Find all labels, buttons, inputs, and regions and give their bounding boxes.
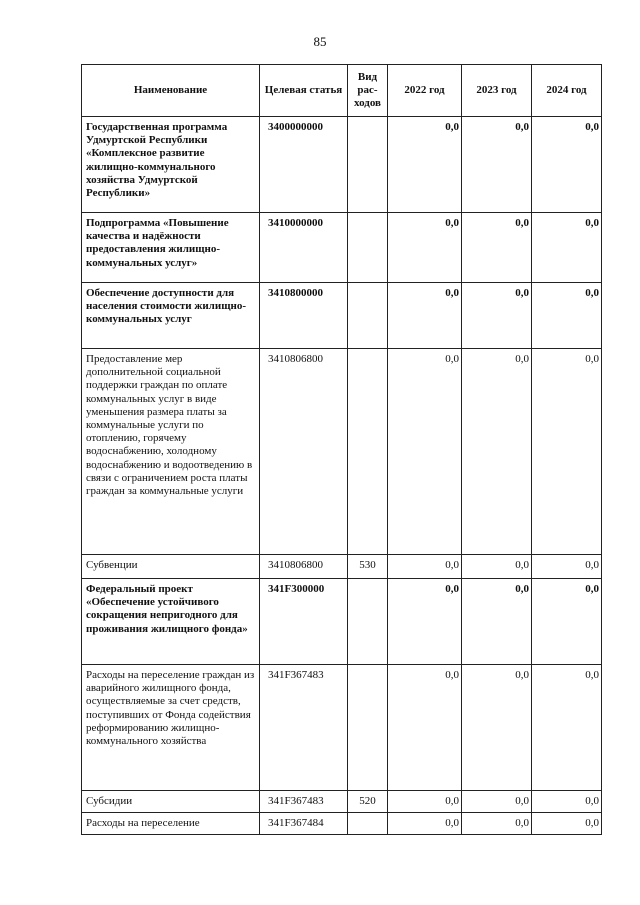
header-2023: 2023 год: [462, 65, 532, 117]
row-value-2022: 0,0: [388, 579, 462, 665]
row-expense-type: [348, 813, 388, 835]
row-value-2023: 0,0: [462, 283, 532, 349]
row-value-2024: 0,0: [532, 555, 602, 579]
row-expense-type: [348, 349, 388, 555]
row-name: Федеральный проект «Обеспечение устойчивого сокращения непригодного для проживания жилищного фонда»: [82, 579, 260, 665]
row-value-2022: 0,0: [388, 349, 462, 555]
table-row: [82, 283, 602, 349]
header-2022: 2022 год: [388, 65, 462, 117]
row-value-2023: 0,0: [462, 791, 532, 813]
budget-table: [81, 64, 602, 835]
row-value-2024: 0,0: [532, 579, 602, 665]
row-name: Субвенции: [82, 555, 260, 579]
row-name: Подпрограмма «Повышение качества и надёжности предоставления жилищно-коммунальных услуг»: [82, 213, 260, 283]
row-value-2023: 0,0: [462, 665, 532, 791]
row-target-article: 3410800000: [260, 283, 348, 349]
row-name: Субсидии: [82, 791, 260, 813]
row-value-2023: 0,0: [462, 213, 532, 283]
table-row: [82, 349, 602, 555]
row-value-2023: 0,0: [462, 555, 532, 579]
header-expense-type: Вид рас-ходов: [348, 65, 388, 117]
row-target-article: 3410806800: [260, 555, 348, 579]
row-target-article: 341F367484: [260, 813, 348, 835]
row-target-article: 3410806800: [260, 349, 348, 555]
row-value-2023: 0,0: [462, 349, 532, 555]
row-value-2022: 0,0: [388, 283, 462, 349]
row-target-article: 3410000000: [260, 213, 348, 283]
table-row: [82, 813, 602, 835]
table-row: [82, 579, 602, 665]
row-name: Расходы на переселение граждан из аварийного жилищного фонда, осуществляемые за счет средств, поступивших от Фонда содействия реформированию жилищно-коммунального хозяйства: [82, 665, 260, 791]
row-expense-type: [348, 117, 388, 213]
row-value-2022: 0,0: [388, 813, 462, 835]
row-target-article: 341F367483: [260, 791, 348, 813]
row-value-2024: 0,0: [532, 117, 602, 213]
table-row: [82, 555, 602, 579]
row-expense-type: [348, 579, 388, 665]
row-value-2022: 0,0: [388, 665, 462, 791]
row-value-2024: 0,0: [532, 813, 602, 835]
header-target-article: Целевая статья: [260, 65, 348, 117]
row-value-2024: 0,0: [532, 283, 602, 349]
row-name: Расходы на переселение: [82, 813, 260, 835]
header-2024: 2024 год: [532, 65, 602, 117]
row-name: Государственная программа Удмуртской Республики «Комплексное развитие жилищно-коммунального хозяйства Удмуртской Республики»: [82, 117, 260, 213]
row-value-2023: 0,0: [462, 813, 532, 835]
row-expense-type: 530: [348, 555, 388, 579]
row-value-2024: 0,0: [532, 665, 602, 791]
table-row: [82, 791, 602, 813]
table-header-row: [82, 65, 602, 117]
row-value-2022: 0,0: [388, 791, 462, 813]
row-expense-type: [348, 213, 388, 283]
table-row: [82, 117, 602, 213]
row-value-2023: 0,0: [462, 579, 532, 665]
table-row: [82, 665, 602, 791]
table-row: [82, 213, 602, 283]
row-name: Обеспечение доступности для населения стоимости жилищно-коммунальных услуг: [82, 283, 260, 349]
header-name: Наименование: [82, 65, 260, 117]
row-expense-type: 520: [348, 791, 388, 813]
row-expense-type: [348, 283, 388, 349]
row-target-article: 341F300000: [260, 579, 348, 665]
row-value-2022: 0,0: [388, 213, 462, 283]
row-value-2022: 0,0: [388, 555, 462, 579]
row-expense-type: [348, 665, 388, 791]
row-name: Предоставление мер дополнительной социальной поддержки граждан по оплате коммунальных услуг в виде уменьшения размера платы за коммунальные услуги по отоплению, горячему водоснабжению, холодному водоснабжению и водоотведению в связи с ограничением роста платы граждан за коммунальные услуги: [82, 349, 260, 555]
row-target-article: 341F367483: [260, 665, 348, 791]
row-value-2024: 0,0: [532, 213, 602, 283]
row-value-2024: 0,0: [532, 349, 602, 555]
page-number: 85: [313, 34, 327, 49]
row-target-article: 3400000000: [260, 117, 348, 213]
row-value-2023: 0,0: [462, 117, 532, 213]
row-value-2024: 0,0: [532, 791, 602, 813]
row-value-2022: 0,0: [388, 117, 462, 213]
